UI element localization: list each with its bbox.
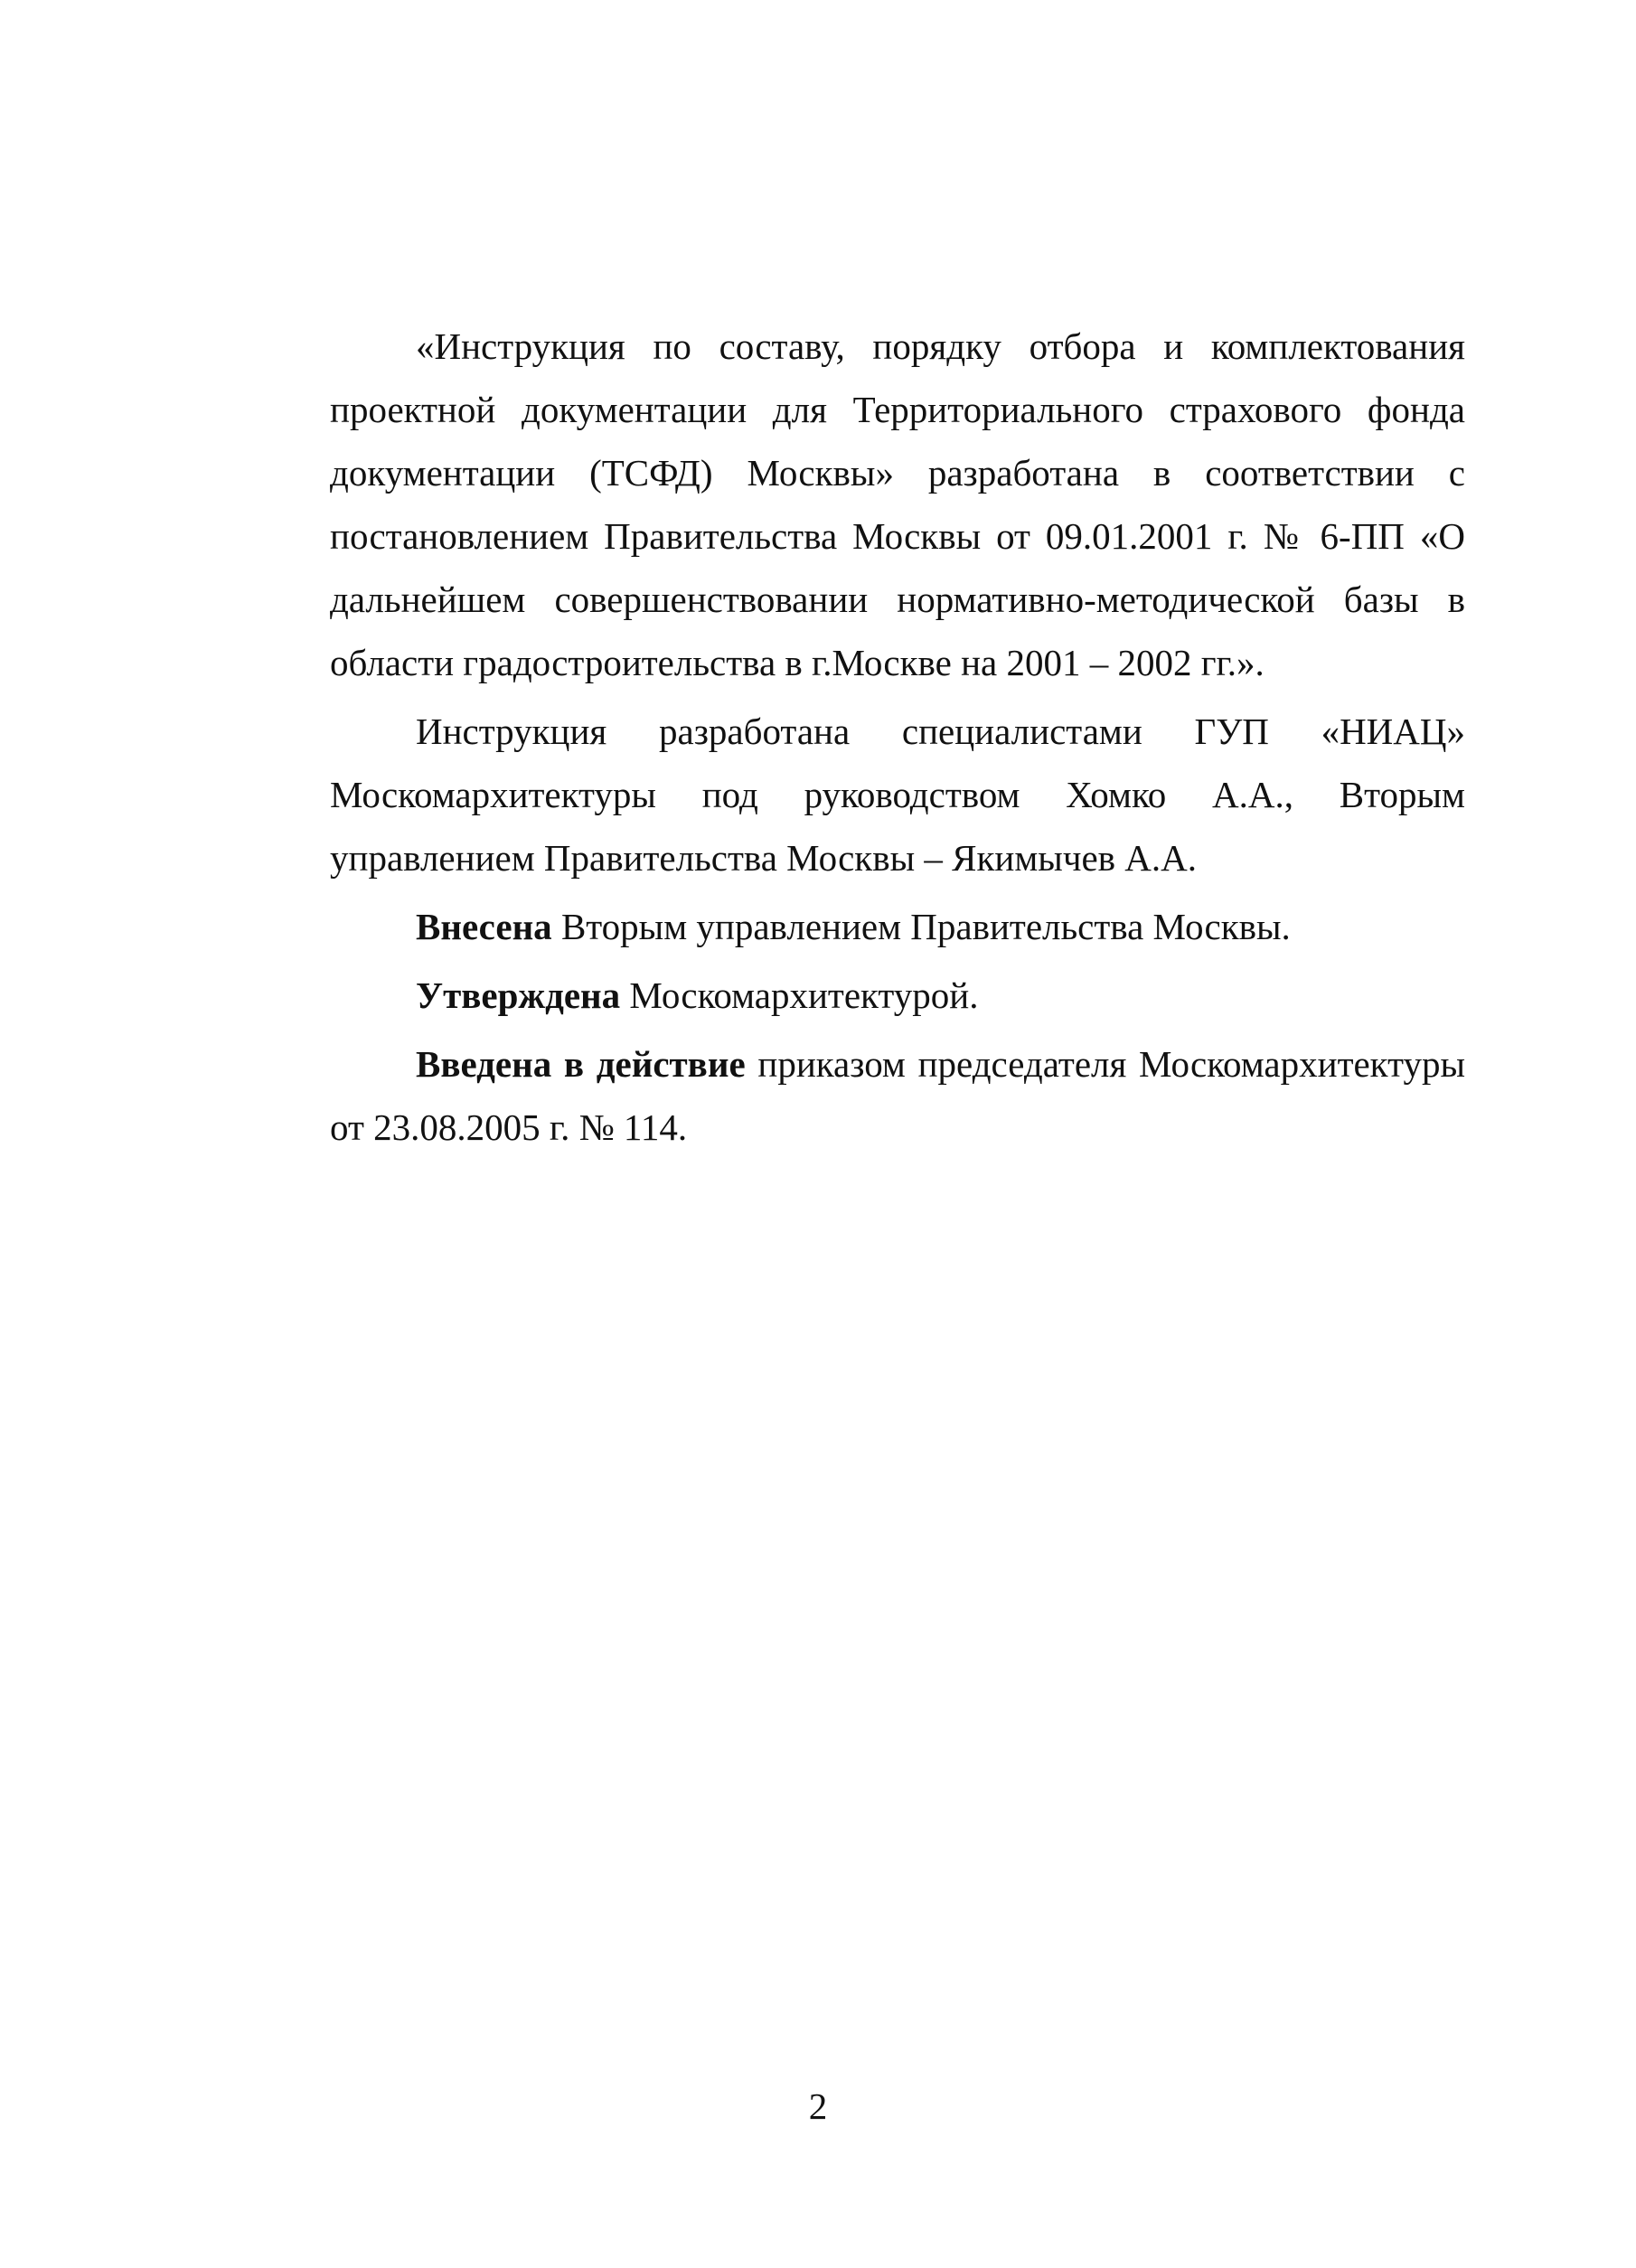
submitted-paragraph [330, 895, 1465, 958]
enacted-text: приказом председателя Москомархитектуры от 23.08.2005 г. № 114. [330, 1043, 1465, 1148]
intro-paragraph: «Инструкция по составу, порядку отбора и комплектования проектной документации для Территориального страхового фонда документации (ТСФД) Москвы» разработана в соответствии с постановлением Правительства Москвы от 09.01.2001 г. № 6-ПП «О дальнейшем совершенствовании нормативно-методической базы в области градостроительства в г.Москве на 2001 – 2002 гг.». [330, 325, 1465, 683]
enacted-paragraph [330, 1032, 1465, 1159]
document-body [330, 315, 1465, 1159]
approved-text: Москомархитектурой. [620, 974, 979, 1016]
submitted-text: Вторым управлением Правительства Москвы. [551, 906, 1291, 947]
enacted-label: Введена в действие [416, 1043, 746, 1085]
page-number: 2 [808, 2085, 828, 2127]
approved-paragraph [330, 964, 1465, 1027]
developers-paragraph: Инструкция разработана специалистами ГУП «НИАЦ» Москомархитектуры под руководством Хомко А.А., Вторым управлением Правительства Москвы – Якимычев А.А. [330, 711, 1465, 879]
approved-label: Утверждена [416, 974, 621, 1016]
submitted-label: Внесена [416, 906, 552, 947]
